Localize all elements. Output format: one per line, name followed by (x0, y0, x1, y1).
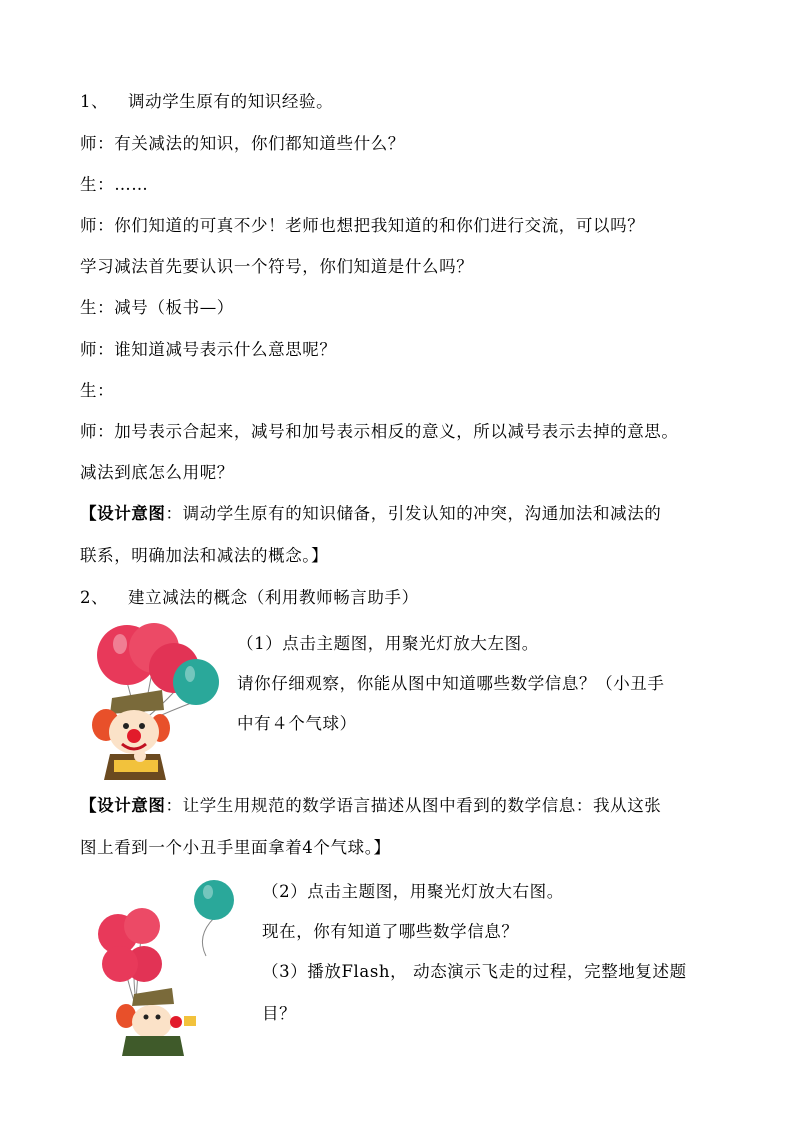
clown-body (122, 1036, 184, 1056)
step3-line2: 目？ (262, 1004, 297, 1023)
section1-title: 调动学生原有的知识经验。 (128, 92, 334, 111)
text-line: 师：有关减法的知识，你们都知道些什么？ (80, 134, 405, 153)
design-intent-1 (80, 500, 661, 524)
clown-hat (132, 988, 174, 1006)
section2-heading (80, 584, 419, 608)
step1-text: （1）点击主题图，用聚光灯放大左图。 (237, 634, 539, 653)
design-label: 【设计意图 (80, 504, 166, 523)
step2-text: （2）点击主题图，用聚光灯放大右图。 (262, 882, 564, 901)
clown-face (132, 1005, 172, 1039)
text-line: 师：加号表示合起来，减号和加号表示相反的意义，所以减号表示去掉的意思。 (80, 422, 679, 441)
red-balloon (102, 946, 138, 982)
text-line: 生：减号（板书—） (80, 298, 234, 317)
text-line: 师：谁知道减号表示什么意思呢？ (80, 340, 337, 359)
design-label: 【设计意图 (80, 796, 166, 815)
design-intent-2-cont: 图上看到一个小丑手里面拿着4个气球。】 (80, 838, 391, 857)
question2-text: 现在，你有知道了哪些数学信息？ (262, 922, 519, 941)
teal-balloon (173, 659, 219, 705)
design-intent-1-cont: 联系，明确加法和减法的概念。】 (80, 546, 329, 565)
question1-line2: 中有４个气球） (237, 714, 357, 733)
text-line: 生：…… (80, 175, 149, 194)
step3-line1: （3）播放Flash， 动态演示飞走的过程，完整地复述题 (262, 962, 687, 981)
teal-balloon (194, 880, 234, 920)
section2-title: 建立减法的概念（利用教师畅言助手） (128, 588, 419, 607)
clown-nose (170, 1016, 182, 1028)
text-line: 减法到底怎么用呢？ (80, 463, 234, 482)
section1-heading (80, 88, 333, 112)
text-line: 生： (80, 381, 115, 400)
section2-number: 2、 (80, 588, 109, 607)
red-balloon (124, 908, 160, 944)
design-text: ：调动学生原有的知识储备，引发认知的冲突，沟通加法和减法的 (165, 504, 662, 523)
design-text: ：让学生用规范的数学语言描述从图中看到的数学信息：我从这张 (165, 796, 662, 815)
question1-line1: 请你仔细观察，你能从图中知道哪些数学信息？（小丑手 (237, 674, 665, 693)
text-line: 师：你们知道的可真不少！老师也想把我知道的和你们进行交流，可以吗？ (80, 216, 645, 235)
section1-number: 1、 (80, 92, 109, 111)
text-line: 学习减法首先要认识一个符号，你们知道是什么吗？ (80, 257, 474, 276)
clown-balloon-flying-away-image (96, 876, 246, 1056)
clown-with-four-balloons-image (82, 620, 232, 780)
clown-nose (127, 729, 141, 743)
design-intent-2 (80, 792, 661, 816)
